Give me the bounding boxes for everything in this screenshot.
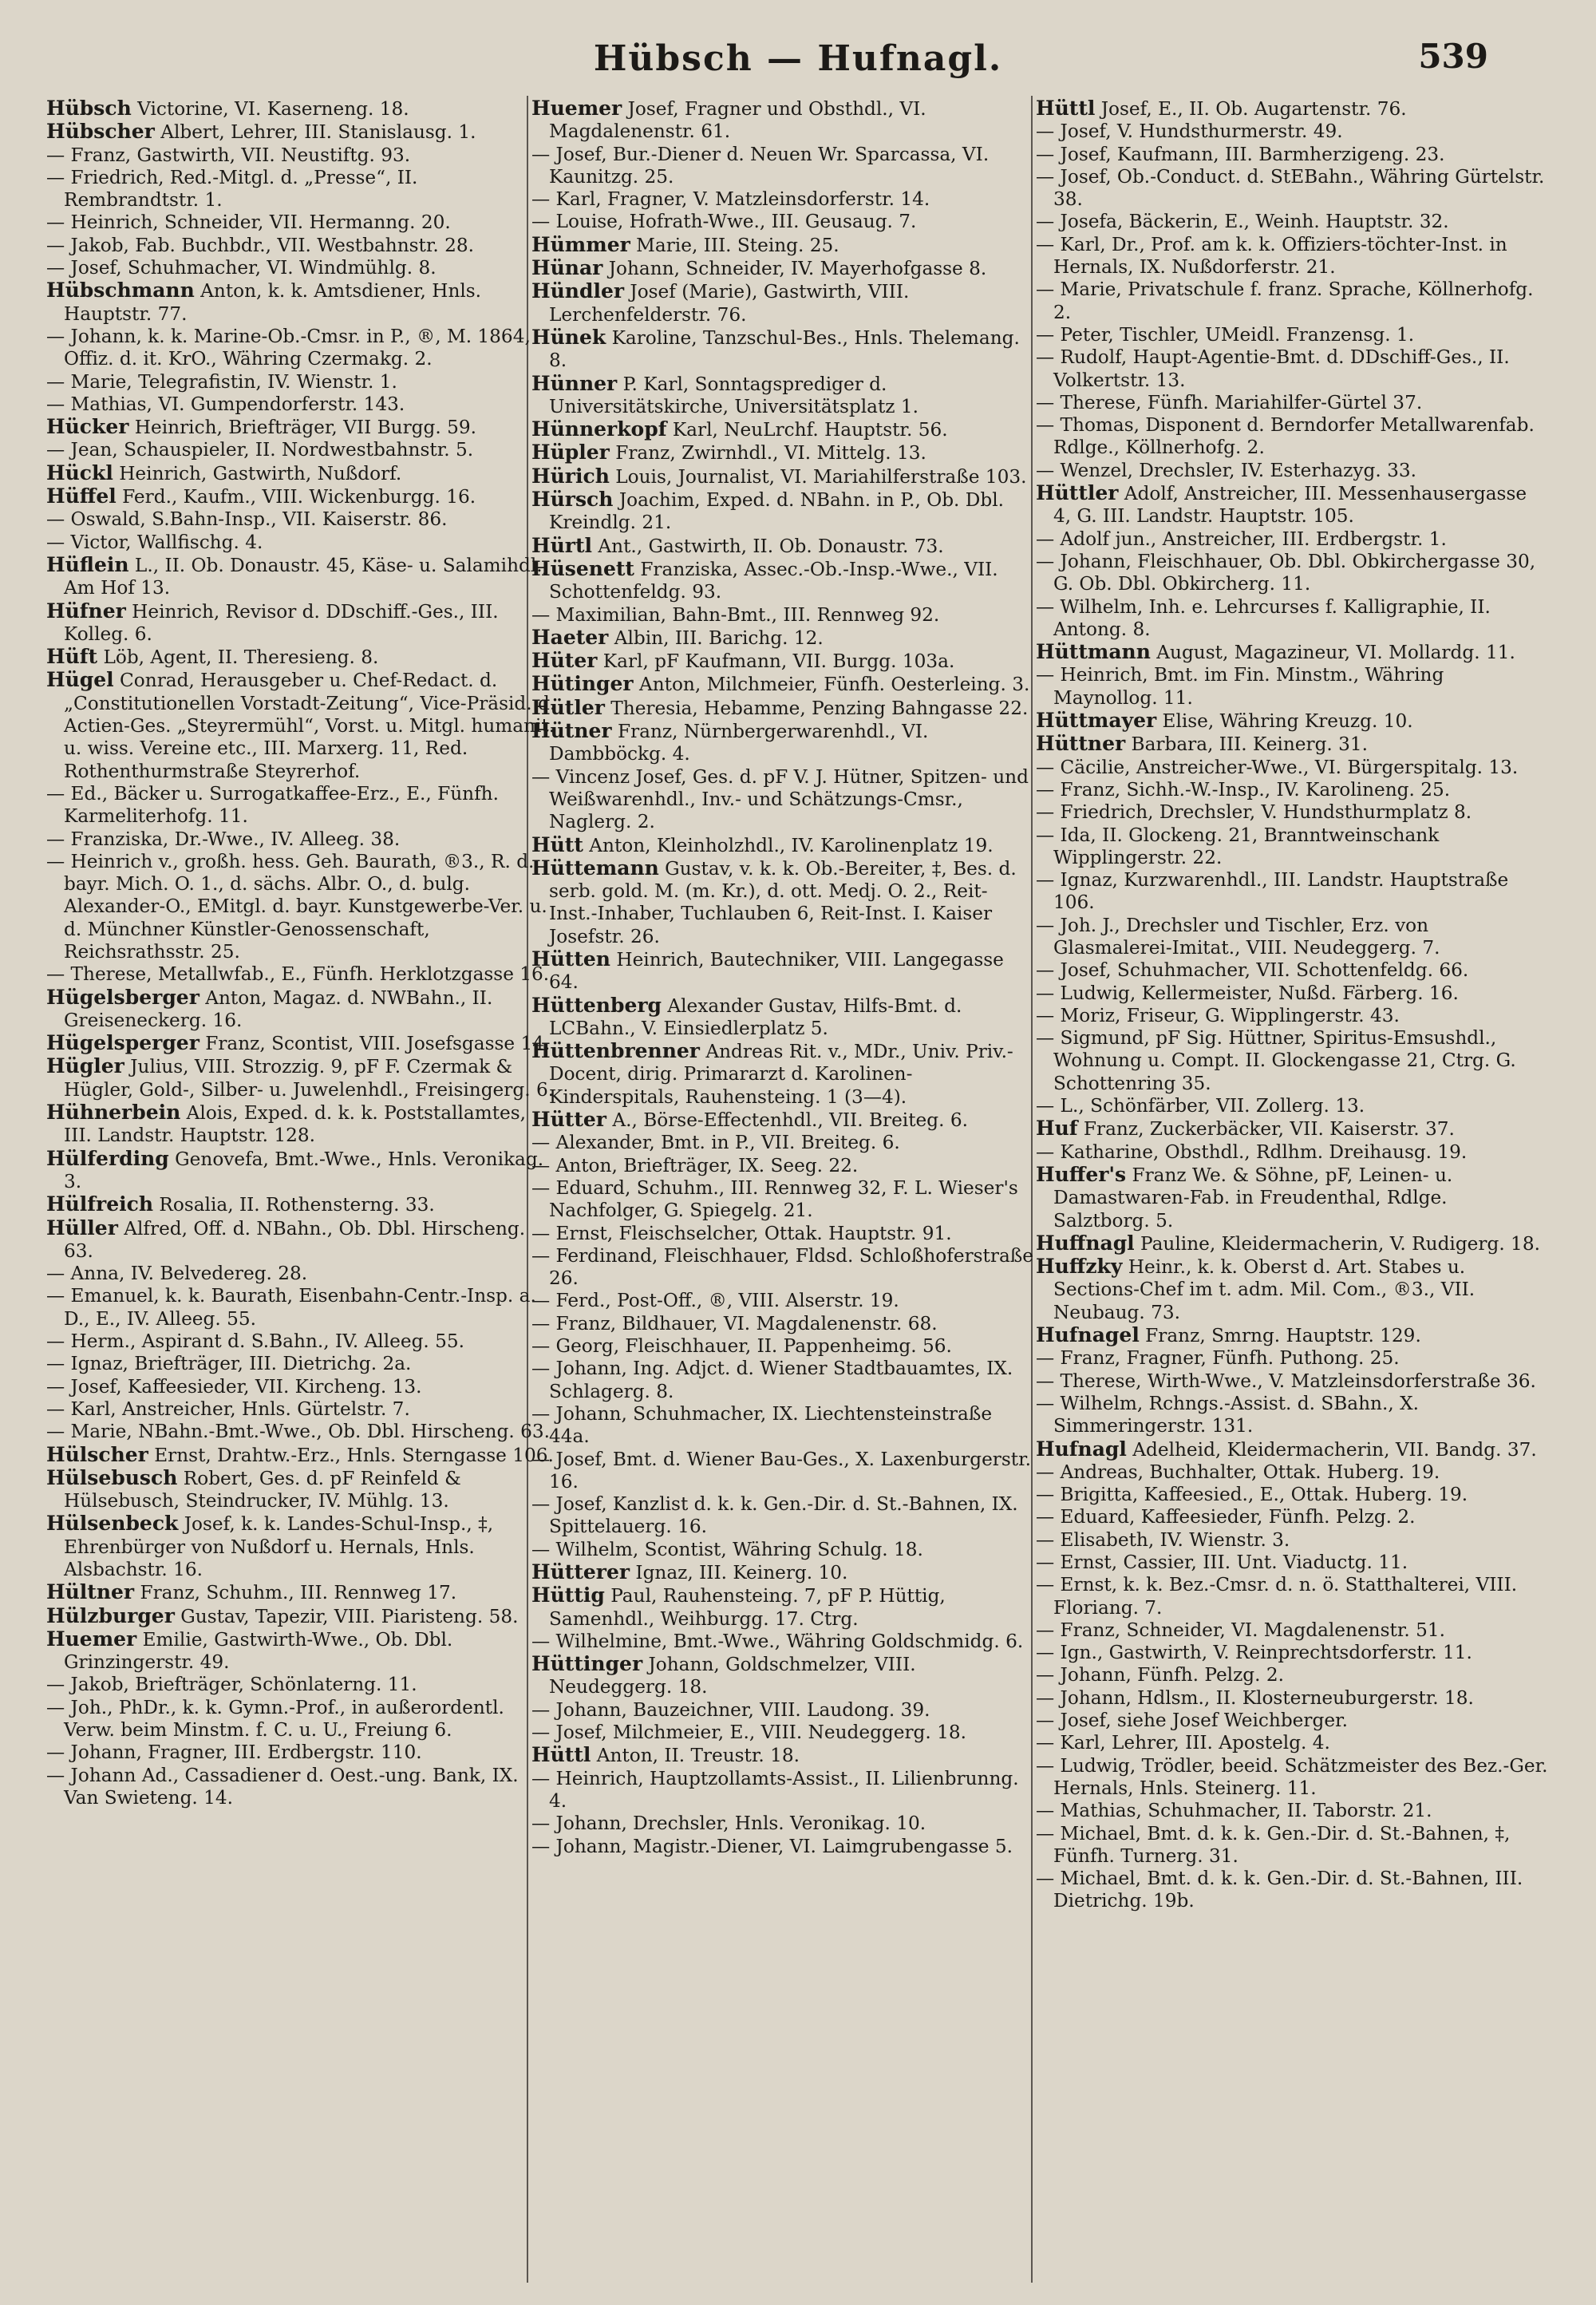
- directory-entry: — Therese, Metallwfab., E., Fünfh. Herklotzgasse 16.: [46, 963, 550, 986]
- entry-surname: Hüttmayer: [1036, 709, 1157, 733]
- entry-surname: Huffer's: [1036, 1162, 1127, 1186]
- directory-entry: — Josef, Ob.-Conduct. d. StEBahn., Währing Gürtelstr. 38.: [1036, 165, 1545, 211]
- directory-entry: Huemer Josef, Fragner und Obsthdl., VI. Magdalenenstr. 61.: [531, 97, 926, 143]
- directory-entry: Hültner Franz, Schuhm., III. Rennweg 17.: [46, 1580, 457, 1604]
- directory-entry: Hütten Heinrich, Bautechniker, VIII. Langegasse 64.: [531, 947, 1004, 994]
- directory-entry: — Therese, Fünfh. Mariahilfer-Gürtel 37.: [1036, 391, 1423, 413]
- directory-entry: Hüttl Josef, E., II. Ob. Augartenstr. 76.: [1036, 97, 1407, 120]
- entry-surname: Hümmer: [531, 232, 630, 256]
- directory-entry: Hügelsperger Franz, Scontist, VIII. Josefsgasse 14.: [46, 1031, 551, 1055]
- directory-entry: Hüttl Anton, II. Treustr. 18.: [531, 1743, 800, 1767]
- entry-surname: Hündler: [531, 279, 625, 303]
- directory-entry: Huffer's Franz We. & Söhne, pF, Leinen- u. Damastwaren-Fab. in Freudenthal, Rdlge. Salztborg. 5.: [1036, 1162, 1453, 1232]
- directory-entry: Hüttmayer Elise, Währing Kreuzg. 10.: [1036, 709, 1413, 733]
- entry-surname: Haeter: [531, 625, 609, 649]
- directory-entry: Hübschmann Anton, k. k. Amtsdiener, Hnls. Hauptstr. 77.: [46, 279, 482, 325]
- directory-entry: Hütterer Ignaz, III. Keinerg. 10.: [531, 1560, 848, 1583]
- entry-surname: Hürsch: [531, 488, 614, 512]
- directory-entry: — Josef, Bmt. d. Wiener Bau-Ges., X. Laxenburgerstr. 16.: [531, 1448, 1032, 1493]
- directory-entry: Hütinger Anton, Milchmeier, Fünfh. Oesterleing. 3.: [531, 672, 1030, 696]
- entry-surname: Hürtl: [531, 533, 593, 557]
- directory-entry: Hühnerbein Alois, Exped. d. k. k. Poststallamtes, III. Landstr. Hauptstr. 128.: [46, 1101, 527, 1147]
- entry-surname: Hütler: [531, 695, 605, 719]
- entry-surname: Hünnerkopf: [531, 417, 667, 441]
- directory-entry: — Wenzel, Drechsler, IV. Esterhazyg. 33.: [1036, 459, 1416, 481]
- entry-surname: Hültner: [46, 1580, 135, 1604]
- directory-entry: — Johann, Ing. Adjct. d. Wiener Stadtbauamtes, IX. Schlagerg. 8.: [531, 1358, 1013, 1402]
- directory-entry: Hütner Franz, Nürnbergerwarenhdl., VI. Dambböckg. 4.: [531, 719, 929, 765]
- directory-entry: — Heinrich, Hauptzollamts-Assist., II. Lilienbrunng. 4.: [531, 1767, 1019, 1812]
- directory-entry: — L., Schönfärber, VII. Zollerg. 13.: [1036, 1095, 1365, 1117]
- directory-entry: — Herm., Aspirant d. S.Bahn., IV. Alleeg. 55.: [46, 1330, 465, 1353]
- directory-entry: — Heinrich, Bmt. im Fin. Minstm., Währing Maynollog. 11.: [1036, 664, 1444, 709]
- entry-surname: Hufnagel: [1036, 1323, 1140, 1347]
- directory-entry: Hülsenbeck Josef, k. k. Landes-Schul-Insp., ‡, Ehrenbürger von Nußdorf u. Hernals, Hnls. Alsbachstr. 16.: [46, 1512, 494, 1580]
- directory-entry: Hufnagl Adelheid, Kleidermacherin, VII. Bandg. 37.: [1036, 1437, 1537, 1461]
- directory-entry: — Franziska, Dr.-Wwe., IV. Alleeg. 38.: [46, 828, 401, 850]
- directory-entry: Hufnagel Franz, Smrng. Hauptstr. 129.: [1036, 1323, 1421, 1347]
- entry-surname: Hüttmann: [1036, 640, 1151, 664]
- entry-surname: Hückl: [46, 461, 113, 484]
- entry-surname: Hühnerbein: [46, 1101, 181, 1125]
- directory-entry: — Ignaz, Briefträger, III. Dietrichg. 2a.: [46, 1353, 412, 1375]
- directory-entry: — Mathias, VI. Gumpendorferstr. 143.: [46, 393, 405, 415]
- directory-entry: — Wilhelmine, Bmt.-Wwe., Währing Goldschmidg. 6.: [531, 1630, 1024, 1652]
- entry-surname: Hübschmann: [46, 279, 195, 302]
- directory-entry: Hülscher Ernst, Drahtw.-Erz., Hnls. Sterngasse 106.: [46, 1442, 554, 1466]
- column-1: [46, 97, 557, 2284]
- directory-entry: — Georg, Fleischhauer, II. Pappenheimg. 56.: [531, 1335, 952, 1358]
- directory-entry: — Marie, Telegrafistin, IV. Wienstr. 1.: [46, 370, 397, 393]
- entry-surname: Hüpler: [531, 441, 610, 465]
- directory-entry: — Ernst, k. k. Bez.-Cmsr. d. n. ö. Statthalterei, VIII. Floriang. 7.: [1036, 1574, 1518, 1619]
- directory-entry: — Johann Ad., Cassadiener d. Oest.-ung. Bank, IX. Van Swieteng. 14.: [46, 1764, 519, 1809]
- directory-entry: — Jakob, Briefträger, Schönlaterng. 11.: [46, 1674, 417, 1696]
- directory-entry: — Marie, Privatschule f. franz. Sprache, Köllnerhofg. 2.: [1036, 279, 1534, 323]
- entry-surname: Hülzburger: [46, 1603, 175, 1627]
- directory-entry: Hüflein L., II. Ob. Donaustr. 45, Käse- u. Salamihdl., Am Hof 13.: [46, 552, 549, 599]
- entry-surname: Huemer: [531, 97, 622, 120]
- entry-surname: Hufnagl: [1036, 1437, 1127, 1461]
- directory-entry: Hürsch Joachim, Exped. d. NBahn. in P., Ob. Dbl. Kreindlg. 21.: [531, 488, 1005, 534]
- entry-surname: Hüsenett: [531, 556, 634, 580]
- directory-entry: — Johann, Fragner, III. Erdbergstr. 110.: [46, 1742, 422, 1764]
- directory-entry: — Vincenz Josef, Ges. d. pF V. J. Hütner, Spitzen- und Weißwarenhdl., Inv.- und Schätzungs-Cmsr., Naglerg. 2.: [531, 765, 1029, 833]
- entry-surname: Hülsebusch: [46, 1465, 178, 1489]
- directory-entry: — Johann, Magistr.-Diener, VI. Laimgrubengasse 5.: [531, 1835, 1013, 1857]
- directory-entry: Hüfner Heinrich, Revisor d. DDschiff.-Ges., III. Kolleg. 6.: [46, 599, 499, 645]
- directory-entry: Hüller Alfred, Off. d. NBahn., Ob. Dbl. Hirscheng. 63.: [46, 1216, 526, 1262]
- directory-entry: — Ignaz, Kurzwarenhdl., III. Landstr. Hauptstraße 106.: [1036, 869, 1509, 914]
- directory-entry: Hürtl Ant., Gastwirth, II. Ob. Donaustr. 73.: [531, 533, 944, 557]
- entry-surname: Hünek: [531, 325, 606, 349]
- directory-entry: — Michael, Bmt. d. k. k. Gen.-Dir. d. St.-Bahnen, III. Dietrichg. 19b.: [1036, 1868, 1523, 1912]
- column-2: [531, 97, 1036, 2284]
- entry-surname: Hücker: [46, 415, 129, 439]
- entry-surname: Hüttner: [1036, 732, 1126, 756]
- directory-entry: — Friedrich, Drechsler, V. Hundsthurmplatz 8.: [1036, 801, 1472, 824]
- directory-entry: Hügelsberger Anton, Magaz. d. NWBahn., II. Greiseneckerg. 16.: [46, 985, 493, 1031]
- directory-entry: Hüpler Franz, Zwirnhdl., VI. Mittelg. 13.: [531, 441, 926, 465]
- entry-surname: Huffnagl: [1036, 1231, 1135, 1255]
- entry-surname: Huf: [1036, 1117, 1078, 1141]
- directory-entry: — Franz, Fragner, Fünfh. Puthong. 25.: [1036, 1347, 1400, 1370]
- entry-surname: Hüttemann: [531, 856, 659, 880]
- directory-entry: — Josef, Bur.-Diener d. Neuen Wr. Sparcassa, VI. Kaunitzg. 25.: [531, 143, 990, 188]
- directory-entry: — Heinrich, Schneider, VII. Hermanng. 20.: [46, 212, 451, 234]
- directory-entry: — Johann, Hdlsm., II. Klosterneuburgerstr. 18.: [1036, 1686, 1474, 1709]
- directory-entry: — Wilhelm, Scontist, Währing Schulg. 18.: [531, 1538, 923, 1560]
- directory-entry: — Wilhelm, Rchngs.-Assist. d. SBahn., X. Simmeringerstr. 131.: [1036, 1392, 1419, 1437]
- directory-entry: Huffzky Heinr., k. k. Oberst d. Art. Stabes u. Sections-Chef im t. adm. Mil. Com., ®3., VII. Neubaug. 73.: [1036, 1255, 1476, 1323]
- directory-entry: — Wilhelm, Inh. e. Lehrcurses f. Kalligraphie, II. Antong. 8.: [1036, 595, 1491, 640]
- directory-entry: — Eduard, Schuhm., III. Rennweg 32, F. L. Wieser's Nachfolger, G. Spiegelg. 21.: [531, 1176, 1018, 1222]
- column-3: [1036, 97, 1548, 2284]
- directory-entry: — Ludwig, Kellermeister, Nußd. Färberg. 16.: [1036, 982, 1459, 1004]
- entry-surname: Hüttenberg: [531, 993, 662, 1017]
- page-header: [0, 30, 1596, 94]
- directory-entry: Hüttenberg Alexander Gustav, Hilfs-Bmt. d. LCBahn., V. Einsiedlerplatz 5.: [531, 993, 962, 1039]
- directory-entry: — Jean, Schauspieler, II. Nordwestbahnstr. 5.: [46, 439, 474, 461]
- directory-entry: Hücker Heinrich, Briefträger, VII Burgg. 59.: [46, 415, 476, 439]
- directory-entry: Hülfreich Rosalia, II. Rothensterng. 33.: [46, 1192, 435, 1216]
- directory-entry: — Joh., PhDr., k. k. Gymn.-Prof., in außerordentl. Verw. beim Minstm. f. C. u. U., Freiung 6.: [46, 1696, 504, 1742]
- directory-entry: — Louise, Hofrath-Wwe., III. Geusaug. 7.: [531, 211, 917, 233]
- directory-entry: Hübsch Victorine, VI. Kaserneng. 18.: [46, 97, 409, 120]
- directory-entry: Hüsenett Franziska, Assec.-Ob.-Insp.-Wwe., VII. Schottenfeldg. 93.: [531, 556, 998, 603]
- directory-entry: — Andreas, Buchhalter, Ottak. Huberg. 19.: [1036, 1461, 1440, 1483]
- directory-entry: Huf Franz, Zuckerbäcker, VII. Kaiserstr. 37.: [1036, 1117, 1455, 1141]
- directory-entry: Hündler Josef (Marie), Gastwirth, VIII. Lerchenfelderstr. 76.: [531, 279, 910, 326]
- directory-entry: — Johann, Fleischhauer, Ob. Dbl. Obkirchergasse 30, G. Ob. Dbl. Obkircherg. 11.: [1036, 550, 1536, 595]
- directory-entry: — Josef, Milchmeier, E., VIII. Neudeggerg. 18.: [531, 1722, 967, 1744]
- directory-entry: — Karl, Dr., Prof. am k. k. Offiziers-töchter-Inst. in Hernals, IX. Nußdorferstr. 21.: [1036, 233, 1507, 279]
- directory-entry: — Ign., Gastwirth, V. Reinprechtsdorferstr. 11.: [1036, 1642, 1472, 1664]
- entry-surname: Hülscher: [46, 1442, 148, 1466]
- directory-entry: — Karl, Fragner, V. Matzleinsdorferstr. 14.: [531, 188, 930, 211]
- entry-surname: Hülferding: [46, 1146, 169, 1170]
- entry-surname: Hütt: [531, 832, 583, 856]
- directory-entry: Huemer Emilie, Gastwirth-Wwe., Ob. Dbl. Grinzingerstr. 49.: [46, 1627, 453, 1674]
- directory-entry: — Josef, Kanzlist d. k. k. Gen.-Dir. d. St.-Bahnen, IX. Spittelauerg. 16.: [531, 1493, 1018, 1538]
- entry-surname: Hülfreich: [46, 1192, 154, 1216]
- directory-entry: — Brigitta, Kaffeesied., E., Ottak. Huberg. 19.: [1036, 1484, 1468, 1506]
- directory-entry: Hünek Karoline, Tanzschul-Bes., Hnls. Thelemang. 8.: [531, 325, 1020, 372]
- entry-surname: Hüflein: [46, 552, 129, 576]
- entry-surname: Hüttl: [531, 1743, 591, 1767]
- directory-entry: — Michael, Bmt. d. k. k. Gen.-Dir. d. St.-Bahnen, ‡, Fünfh. Turnerg. 31.: [1036, 1822, 1511, 1867]
- entry-surname: Hügelsperger: [46, 1031, 200, 1055]
- directory-entry: — Moriz, Friseur, G. Wipplingerstr. 43.: [1036, 1004, 1400, 1026]
- directory-entry: — Josef, Kaufmann, III. Barmherzigeng. 23.: [1036, 143, 1445, 165]
- entry-surname: Huffzky: [1036, 1255, 1123, 1279]
- directory-entry: — Rudolf, Haupt-Agentie-Bmt. d. DDschiff-Ges., II. Volkertstr. 13.: [1036, 346, 1510, 391]
- directory-entry: — Oswald, S.Bahn-Insp., VII. Kaiserstr. 86.: [46, 508, 448, 531]
- directory-entry: Hüft Löb, Agent, II. Theresieng. 8.: [46, 645, 379, 669]
- directory-entry: Hüttenbrenner Andreas Rit. v., MDr., Univ. Priv.-Docent, dirig. Primararzt d. Karolinen-Kinderspitals, Rauhensteing. 1 (3—4).: [531, 1039, 1013, 1108]
- directory-entry: — Johann, Drechsler, Hnls. Veronikag. 10.: [531, 1813, 926, 1835]
- directory-entry: Hübscher Albert, Lehrer, III. Stanislausg. 1.: [46, 120, 476, 144]
- entry-surname: Hüft: [46, 645, 98, 669]
- entry-surname: Hüller: [46, 1216, 118, 1239]
- directory-entry: Hütt Anton, Kleinholzhdl., IV. Karolinenplatz 19.: [531, 832, 994, 856]
- entry-surname: Hülsenbeck: [46, 1512, 179, 1536]
- entry-surname: Hüttig: [531, 1583, 605, 1607]
- directory-entry: — Johann, Schuhmacher, IX. Liechtensteinstraße 44a.: [531, 1402, 993, 1448]
- directory-entry: — Elisabeth, IV. Wienstr. 3.: [1036, 1528, 1290, 1551]
- directory-entry: — Ernst, Fleischselcher, Ottak. Hauptstr. 91.: [531, 1222, 952, 1244]
- entry-surname: Hüttler: [1036, 481, 1119, 505]
- directory-entry: Hütler Theresia, Hebamme, Penzing Bahngasse 22.: [531, 695, 1029, 719]
- directory-entry: — Heinrich v., großh. hess. Geh. Baurath, ®3., R. d. bayr. Mich. O. 1., d. sächs. Albr. O., d. bulg. Alexander-O., EMitgl. d. bayr. Kunstgewerbe-Ver. u. d. Münchner Künstler-Genossenschaft, Reichsrathsstr. 25.: [46, 850, 547, 963]
- directory-entry: Hüttinger Johann, Goldschmelzer, VIII. Neudeggerg. 18.: [531, 1652, 916, 1698]
- directory-entry: Hüttemann Gustav, v. k. k. Ob.-Bereiter, ‡, Bes. d. serb. gold. M. (m. Kr.), d. ott. Medj. O. 2., Reit-Inst.-Inhaber, Tuchlauben 6, Reit-Inst. I. Kaiser Josefstr. 26.: [531, 856, 1017, 947]
- entry-surname: Hüfner: [46, 599, 126, 623]
- directory-entry: Hügler Julius, VIII. Strozzig. 9, pF F. Czermak & Hügler, Gold-, Silber- u. Juwelenhdl., Freisingerg. 6.: [46, 1054, 555, 1101]
- directory-entry: — Josef, V. Hundsthurmerstr. 49.: [1036, 121, 1343, 143]
- entry-surname: Hütterer: [531, 1560, 630, 1583]
- page-title: Hübsch — Hufnagl.: [593, 38, 1003, 79]
- directory-entry: — Emanuel, k. k. Baurath, Eisenbahn-Centr.-Insp. a. D., E., IV. Alleeg. 55.: [46, 1285, 536, 1330]
- directory-entry: — Ida, II. Glockeng. 21, Branntweinschank Wipplingerstr. 22.: [1036, 824, 1440, 868]
- directory-entry: Hümmer Marie, III. Steing. 25.: [531, 232, 839, 256]
- directory-entry: Hückl Heinrich, Gastwirth, Nußdorf.: [46, 461, 402, 484]
- directory-entry: — Joh. J., Drechsler und Tischler, Erz. von Glasmalerei-Imitat., VIII. Neudeggerg. 7.: [1036, 914, 1440, 959]
- entry-surname: Hütner: [531, 719, 612, 743]
- entry-surname: Hünar: [531, 256, 603, 280]
- directory-entry: — Peter, Tischler, UMeidl. Franzensg. 1.: [1036, 323, 1415, 346]
- entry-surname: Huemer: [46, 1627, 137, 1651]
- directory-entry: — Franz, Schneider, VI. Magdalenenstr. 51.: [1036, 1619, 1445, 1641]
- directory-entry: — Josef, siehe Josef Weichberger.: [1036, 1710, 1348, 1732]
- directory-entry: — Franz, Bildhauer, VI. Magdalenenstr. 68.: [531, 1312, 938, 1334]
- entry-surname: Hüttenbrenner: [531, 1039, 700, 1063]
- directory-entry: — Ferd., Post-Off., ®, VIII. Alserstr. 19.: [531, 1290, 899, 1312]
- directory-entry: — Maximilian, Bahn-Bmt., III. Rennweg 92.: [531, 603, 940, 626]
- directory-entry: — Josefa, Bäckerin, E., Weinh. Hauptstr. 32.: [1036, 211, 1449, 233]
- directory-entry: — Ferdinand, Fleischhauer, Fldsd. Schloßhoferstraße 26.: [531, 1244, 1033, 1290]
- directory-entry: — Josef, Kaffeesieder, VII. Kircheng. 13.: [46, 1375, 422, 1398]
- directory-entry: — Ed., Bäcker u. Surrogatkaffee-Erz., E., Fünfh. Karmeliterhofg. 11.: [46, 782, 499, 828]
- directory-entry: Huffnagl Pauline, Kleidermacherin, V. Rudigerg. 18.: [1036, 1231, 1540, 1255]
- directory-entry: — Josef, Schuhmacher, VI. Windmühlg. 8.: [46, 257, 437, 279]
- directory-entry: — Katharine, Obsthdl., Rdlhm. Dreihausg. 19.: [1036, 1141, 1468, 1163]
- directory-entry: — Karl, Lehrer, III. Apostelg. 4.: [1036, 1732, 1330, 1754]
- directory-entry: — Victor, Wallfischg. 4.: [46, 531, 263, 553]
- directory-entry: Hünnerkopf Karl, NeuLrchf. Hauptstr. 56.: [531, 417, 948, 441]
- directory-entry: — Jakob, Fab. Buchbdr., VII. Westbahnstr. 28.: [46, 234, 475, 256]
- directory-entry: Hüttmann August, Magazineur, VI. Mollardg. 11.: [1036, 640, 1515, 664]
- directory-entry: — Sigmund, pF Sig. Hüttner, Spiritus-Emsushdl., Wohnung u. Compt. II. Glockengasse 21, Ctrg. G. Schottenring 35.: [1036, 1027, 1516, 1094]
- entry-surname: Hügelsberger: [46, 985, 200, 1009]
- entry-surname: Hütter: [531, 1108, 606, 1132]
- directory-entry: — Anna, IV. Belvedereg. 28.: [46, 1263, 308, 1285]
- directory-entry: — Cäcilie, Anstreicher-Wwe., VI. Bürgerspitalg. 13.: [1036, 756, 1519, 778]
- directory-entry: Hülsebusch Robert, Ges. d. pF Reinfeld & Hülsebusch, Steindrucker, IV. Mühlg. 13.: [46, 1465, 461, 1512]
- directory-entry: — Ludwig, Trödler, beeid. Schätzmeister des Bez.-Ger. Hernals, Hnls. Steinerg. 11.: [1036, 1754, 1548, 1799]
- page-number: 539: [1418, 37, 1488, 76]
- entry-surname: Hüter: [531, 649, 598, 673]
- directory-entry: — Anton, Briefträger, IX. Seeg. 22.: [531, 1154, 859, 1176]
- directory-entry: Hünner P. Karl, Sonntagsprediger d. Universitätskirche, Universitätsplatz 1.: [531, 371, 918, 417]
- directory-entry: Hüffel Ferd., Kaufm., VIII. Wickenburgg. 16.: [46, 484, 476, 508]
- directory-entry: Hügel Conrad, Herausgeber u. Chef-Redact. d. „Constitutionellen Vorstadt-Zeitung“, Vice-Präsid. d. Actien-Ges. „Steyrermühl“, Vorst. u. Mitgl. humanit. u. wiss. Vereine etc., III. Marxerg. 11, Red. Rothenthurmstraße Steyrerhof.: [46, 668, 556, 782]
- directory-entry: — Ernst, Cassier, III. Unt. Viaductg. 11.: [1036, 1552, 1408, 1573]
- directory-entry: Hülzburger Gustav, Tapezir, VIII. Piaristeng. 58.: [46, 1603, 519, 1627]
- directory-entry: — Josef, Schuhmacher, VII. Schottenfeldg. 66.: [1036, 959, 1469, 982]
- directory-entry: — Johann, Bauzeichner, VIII. Laudong. 39.: [531, 1698, 930, 1721]
- directory-entry: — Franz, Gastwirth, VII. Neustiftg. 93.: [46, 144, 411, 166]
- entry-surname: Hügler: [46, 1054, 124, 1078]
- directory-entry: Hütter A., Börse-Effectenhdl., VII. Breiteg. 6.: [531, 1108, 968, 1132]
- entry-surname: Hügel: [46, 668, 114, 692]
- entry-surname: Hünner: [531, 371, 618, 395]
- directory-entry: — Franz, Sichh.-W.-Insp., IV. Karolineng. 25.: [1036, 778, 1451, 801]
- directory-entry: — Thomas, Disponent d. Berndorfer Metallwarenfab. Rdlge., Köllnerhofg. 2.: [1036, 414, 1535, 459]
- entry-surname: Hübsch: [46, 97, 132, 120]
- directory-entry: Hünar Johann, Schneider, IV. Mayerhofgasse 8.: [531, 256, 987, 280]
- directory-entry: — Alexander, Bmt. in P., VII. Breiteg. 6.: [531, 1132, 900, 1154]
- directory-entry: Hüttler Adolf, Anstreicher, III. Messenhausergasse 4, G. III. Landstr. Hauptstr. 105.: [1036, 481, 1527, 528]
- directory-entry: Hürich Louis, Journalist, VI. Mariahilferstraße 103.: [531, 464, 1027, 488]
- entry-surname: Hütten: [531, 947, 610, 971]
- directory-entry: Hüttig Paul, Rauhensteing. 7, pF P. Hüttig, Samenhdl., Weihburgg. 17. Ctrg.: [531, 1583, 946, 1630]
- directory-entry: — Friedrich, Red.-Mitgl. d. „Presse“, II. Rembrandtstr. 1.: [46, 166, 418, 212]
- entry-surname: Hüffel: [46, 484, 117, 508]
- directory-entry: — Adolf jun., Anstreicher, III. Erdbergstr. 1.: [1036, 528, 1447, 550]
- directory-entry: Hüttner Barbara, III. Keinerg. 31.: [1036, 732, 1369, 756]
- directory-entry: — Karl, Anstreicher, Hnls. Gürtelstr. 7.: [46, 1398, 410, 1420]
- directory-entry: Hülferding Genovefa, Bmt.-Wwe., Hnls. Veronikag. 3.: [46, 1146, 544, 1192]
- directory-entry: — Mathias, Schuhmacher, II. Taborstr. 21.: [1036, 1800, 1432, 1822]
- entry-surname: Hübscher: [46, 120, 155, 144]
- entry-surname: Hüttl: [1036, 97, 1096, 120]
- directory-entry: — Therese, Wirth-Wwe., V. Matzleinsdorferstraße 36.: [1036, 1370, 1536, 1392]
- directory-entry: — Eduard, Kaffeesieder, Fünfh. Pelzg. 2.: [1036, 1506, 1416, 1528]
- directory-entry: Hüter Karl, pF Kaufmann, VII. Burgg. 103a.: [531, 649, 955, 673]
- entry-surname: Hürich: [531, 464, 610, 488]
- directory-entry: — Marie, NBahn.-Bmt.-Wwe., Ob. Dbl. Hirscheng. 63.: [46, 1421, 550, 1443]
- directory-entry: Haeter Albin, III. Barichg. 12.: [531, 625, 824, 649]
- entry-surname: Hüttinger: [531, 1652, 643, 1676]
- directory-entry: — Johann, Fünfh. Pelzg. 2.: [1036, 1664, 1285, 1686]
- directory-entry: — Johann, k. k. Marine-Ob.-Cmsr. in P., ®, M. 1864, Offiz. d. it. KrO., Währing Czermakg. 2.: [46, 325, 531, 370]
- entry-surname: Hütinger: [531, 672, 634, 696]
